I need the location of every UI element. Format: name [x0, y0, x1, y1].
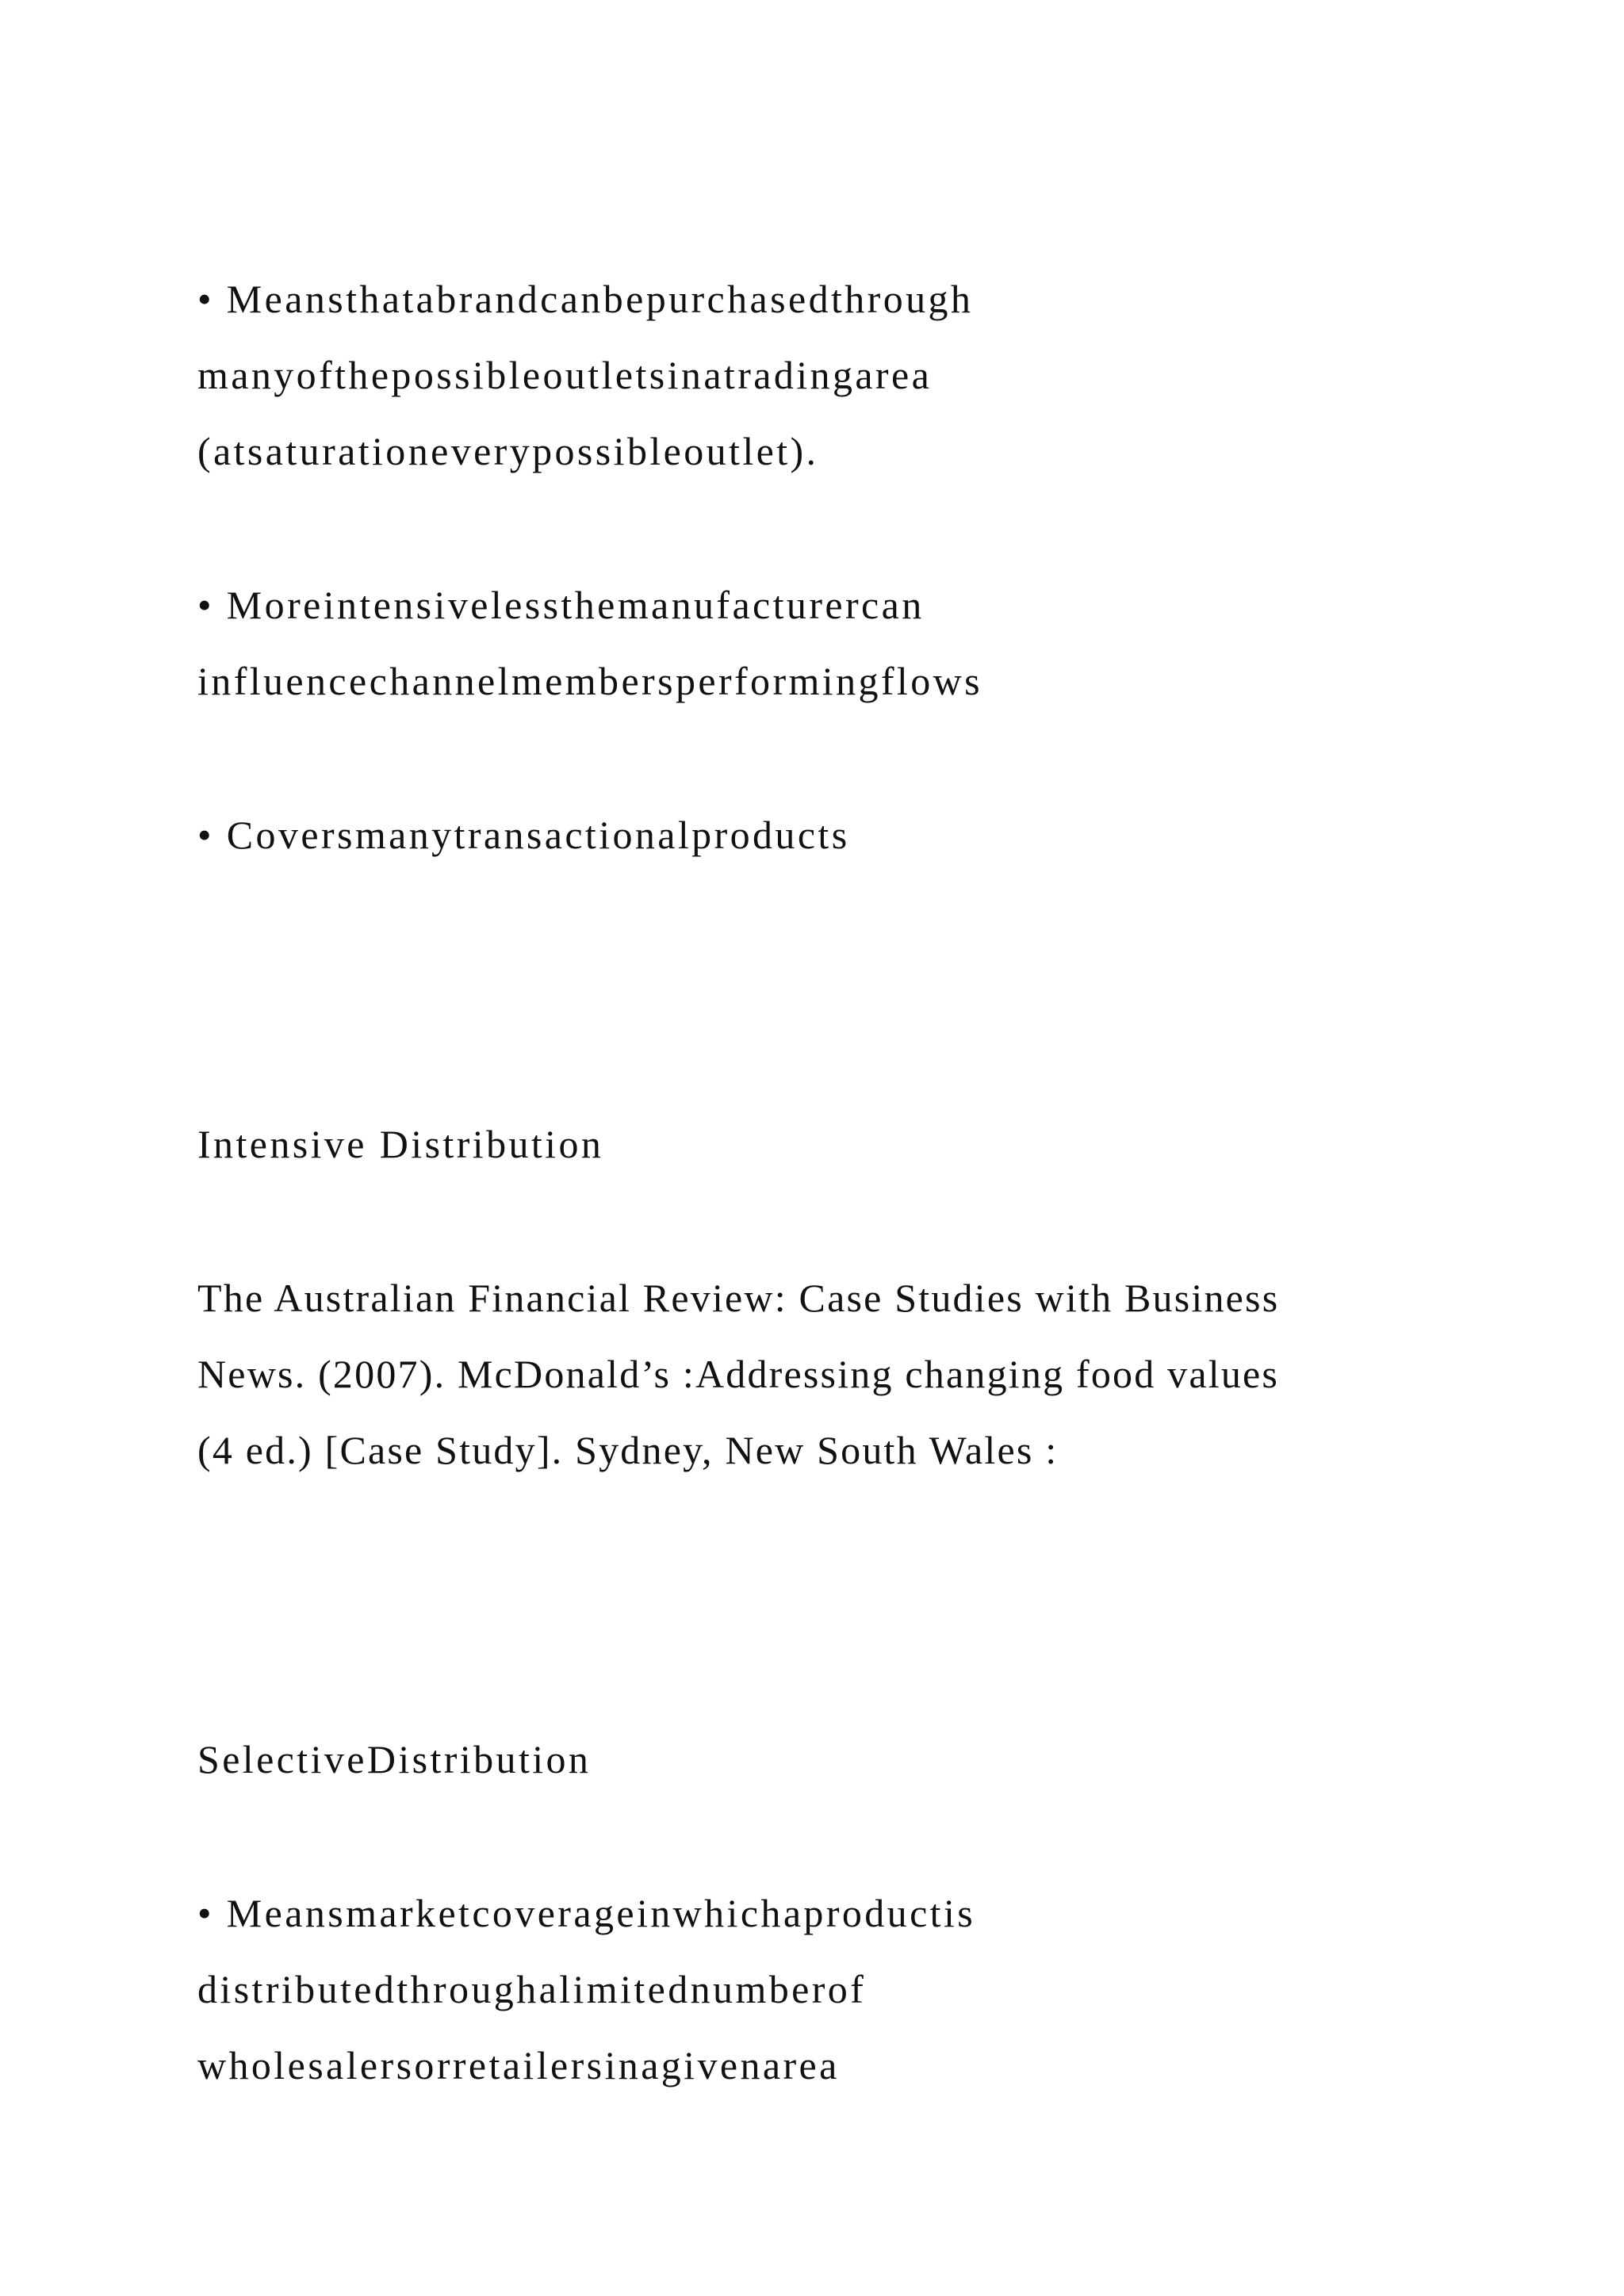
selective-bullet-line-1: • Meansmarketcoverageinwhichaproductis: [197, 1891, 976, 1935]
reference-line-2: News. (2007). McDonald’s :Addressing changing food values: [197, 1352, 1280, 1396]
reference-line-3: (4 ed.) [Case Study]. Sydney, New South Wales :: [197, 1428, 1059, 1472]
bullet-2-line-2: influencechannelmembersperformingflows: [197, 659, 982, 703]
bullet-1-line-1: • Meansthatabrandcanbepurchasedthrough: [197, 277, 974, 321]
bullet-2-line-1: • Moreintensivelessthemanufacturercan: [197, 583, 925, 627]
bullet-1-line-3: (atsaturationeverypossibleoutlet).: [197, 429, 819, 473]
intensive-distribution-heading: Intensive Distribution: [197, 1122, 604, 1166]
selective-bullet-line-3: wholesalersorretailersinagivenarea: [197, 2043, 840, 2087]
selective-bullet-line-2: distributedthroughalimitednumberof: [197, 1967, 867, 2011]
bullet-3-line-1: • Coversmanytransactionalproducts: [197, 813, 850, 857]
bullet-1-line-2: manyofthepossibleoutletsinatradingarea: [197, 353, 933, 397]
selective-distribution-heading: SelectiveDistribution: [197, 1737, 592, 1781]
reference-line-1: The Australian Financial Review: Case Studies with Business: [197, 1276, 1280, 1320]
